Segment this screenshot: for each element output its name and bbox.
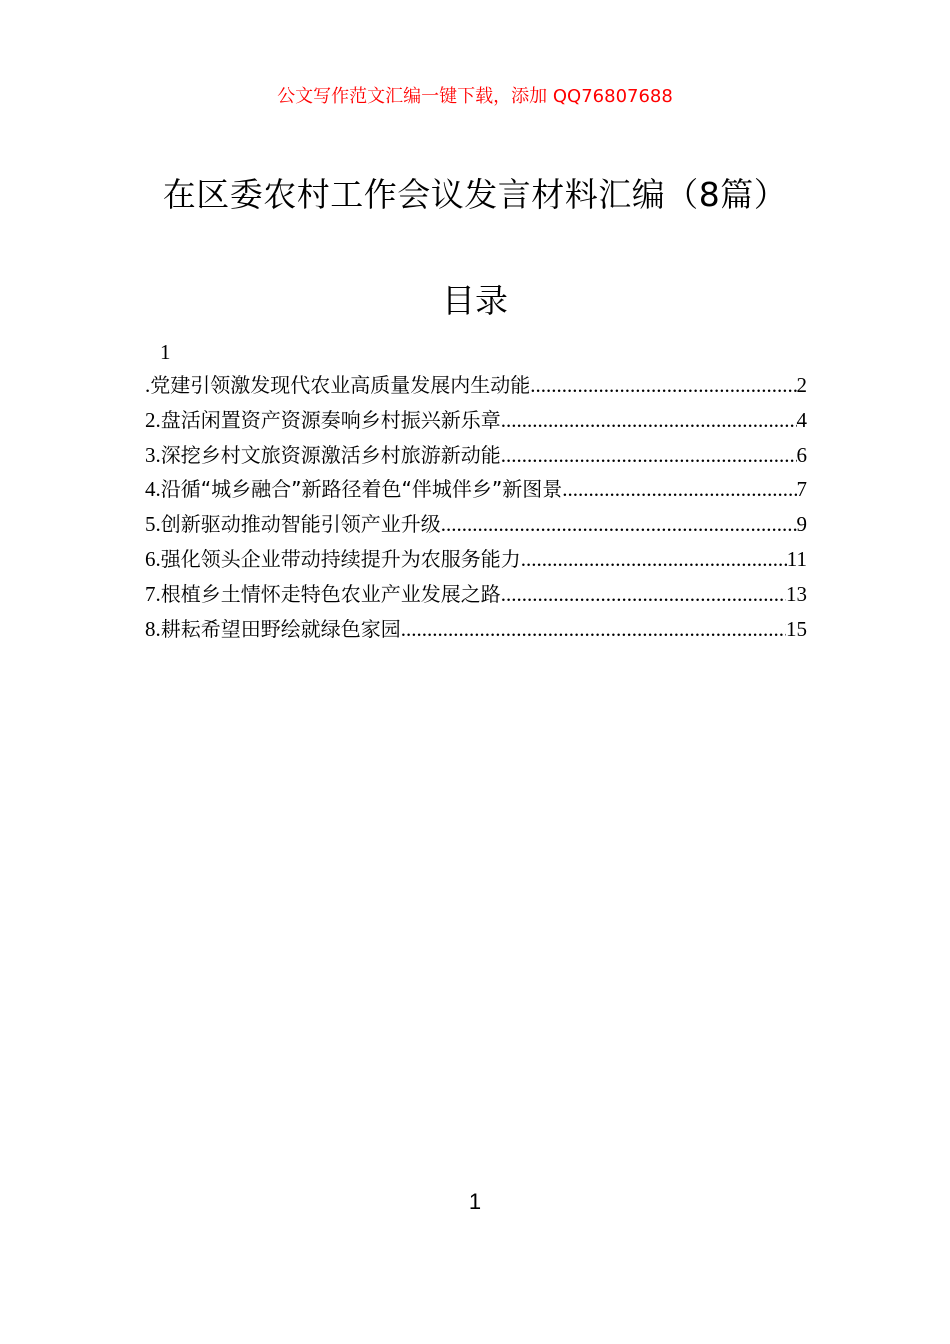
header-download-note: 公文写作范文汇编一键下载，添加 QQ76807688 xyxy=(277,86,673,107)
toc-leader-dots xyxy=(441,507,797,542)
toc-entry-page: 9 xyxy=(796,512,807,537)
toc-entry-page: 6 xyxy=(796,442,807,467)
toc-entry[interactable] xyxy=(145,368,807,403)
toc-entry-page: 13 xyxy=(786,581,807,606)
toc-entry-1-number: 1 xyxy=(160,340,171,364)
toc-entry-page: 4 xyxy=(796,407,807,432)
toc-leader-dots xyxy=(530,368,796,403)
toc-leader-dots xyxy=(501,403,797,438)
toc-entry-number: 2. xyxy=(145,407,161,432)
toc-entry-title: 强化领头企业带动持续提升为农服务能力 xyxy=(160,546,521,571)
toc-entry-number: . xyxy=(145,373,151,397)
document-title: 在区委农村工作会议发言材料汇编（8篇） xyxy=(162,175,788,214)
toc-entry-title: 耕耘希望田野绘就绿色家园 xyxy=(160,616,401,641)
toc-entry-title: 沿循“城乡融合”新路径着色“伴城伴乡”新图景 xyxy=(160,477,563,502)
toc-entry-page: 15 xyxy=(786,616,807,641)
toc-entry-page: 11 xyxy=(786,546,807,571)
toc-entry[interactable] xyxy=(145,507,807,542)
toc-entry-number: 4. xyxy=(145,477,161,502)
toc-leader-dots xyxy=(501,577,786,612)
toc-entry-title: 党建引领激发现代农业高质量发展内生动能 xyxy=(150,373,531,397)
toc-entry[interactable] xyxy=(145,472,807,507)
toc-entry-number: 5. xyxy=(145,512,161,537)
page-number: 1 xyxy=(468,1189,482,1214)
toc-leader-dots xyxy=(562,472,796,507)
toc-entry-title: 根植乡土情怀走特色农业产业发展之路 xyxy=(160,581,501,606)
toc-entry[interactable] xyxy=(145,403,807,438)
toc-entry[interactable] xyxy=(145,438,807,473)
table-of-contents xyxy=(145,336,807,646)
toc-entry-title: 创新驱动推动智能引领产业升级 xyxy=(160,512,441,537)
toc-entry[interactable] xyxy=(145,542,807,577)
toc-leader-dots xyxy=(401,612,786,647)
toc-entry[interactable] xyxy=(145,612,807,647)
toc-entry-page: 2 xyxy=(796,373,807,397)
toc-entry-page: 7 xyxy=(796,477,807,502)
toc-entry-number: 8. xyxy=(145,616,161,641)
toc-entry-title: 盘活闲置资产资源奏响乡村振兴新乐章 xyxy=(160,407,501,432)
toc-leader-dots xyxy=(501,438,797,473)
toc-entry[interactable] xyxy=(145,577,807,612)
toc-heading: 目录 xyxy=(442,281,508,320)
toc-entry-number: 3. xyxy=(145,442,161,467)
toc-entry-number: 7. xyxy=(145,581,161,606)
toc-entry-number: 6. xyxy=(145,546,161,571)
toc-entry-title: 深挖乡村文旅资源激活乡村旅游新动能 xyxy=(160,442,501,467)
toc-leader-dots xyxy=(521,542,787,577)
